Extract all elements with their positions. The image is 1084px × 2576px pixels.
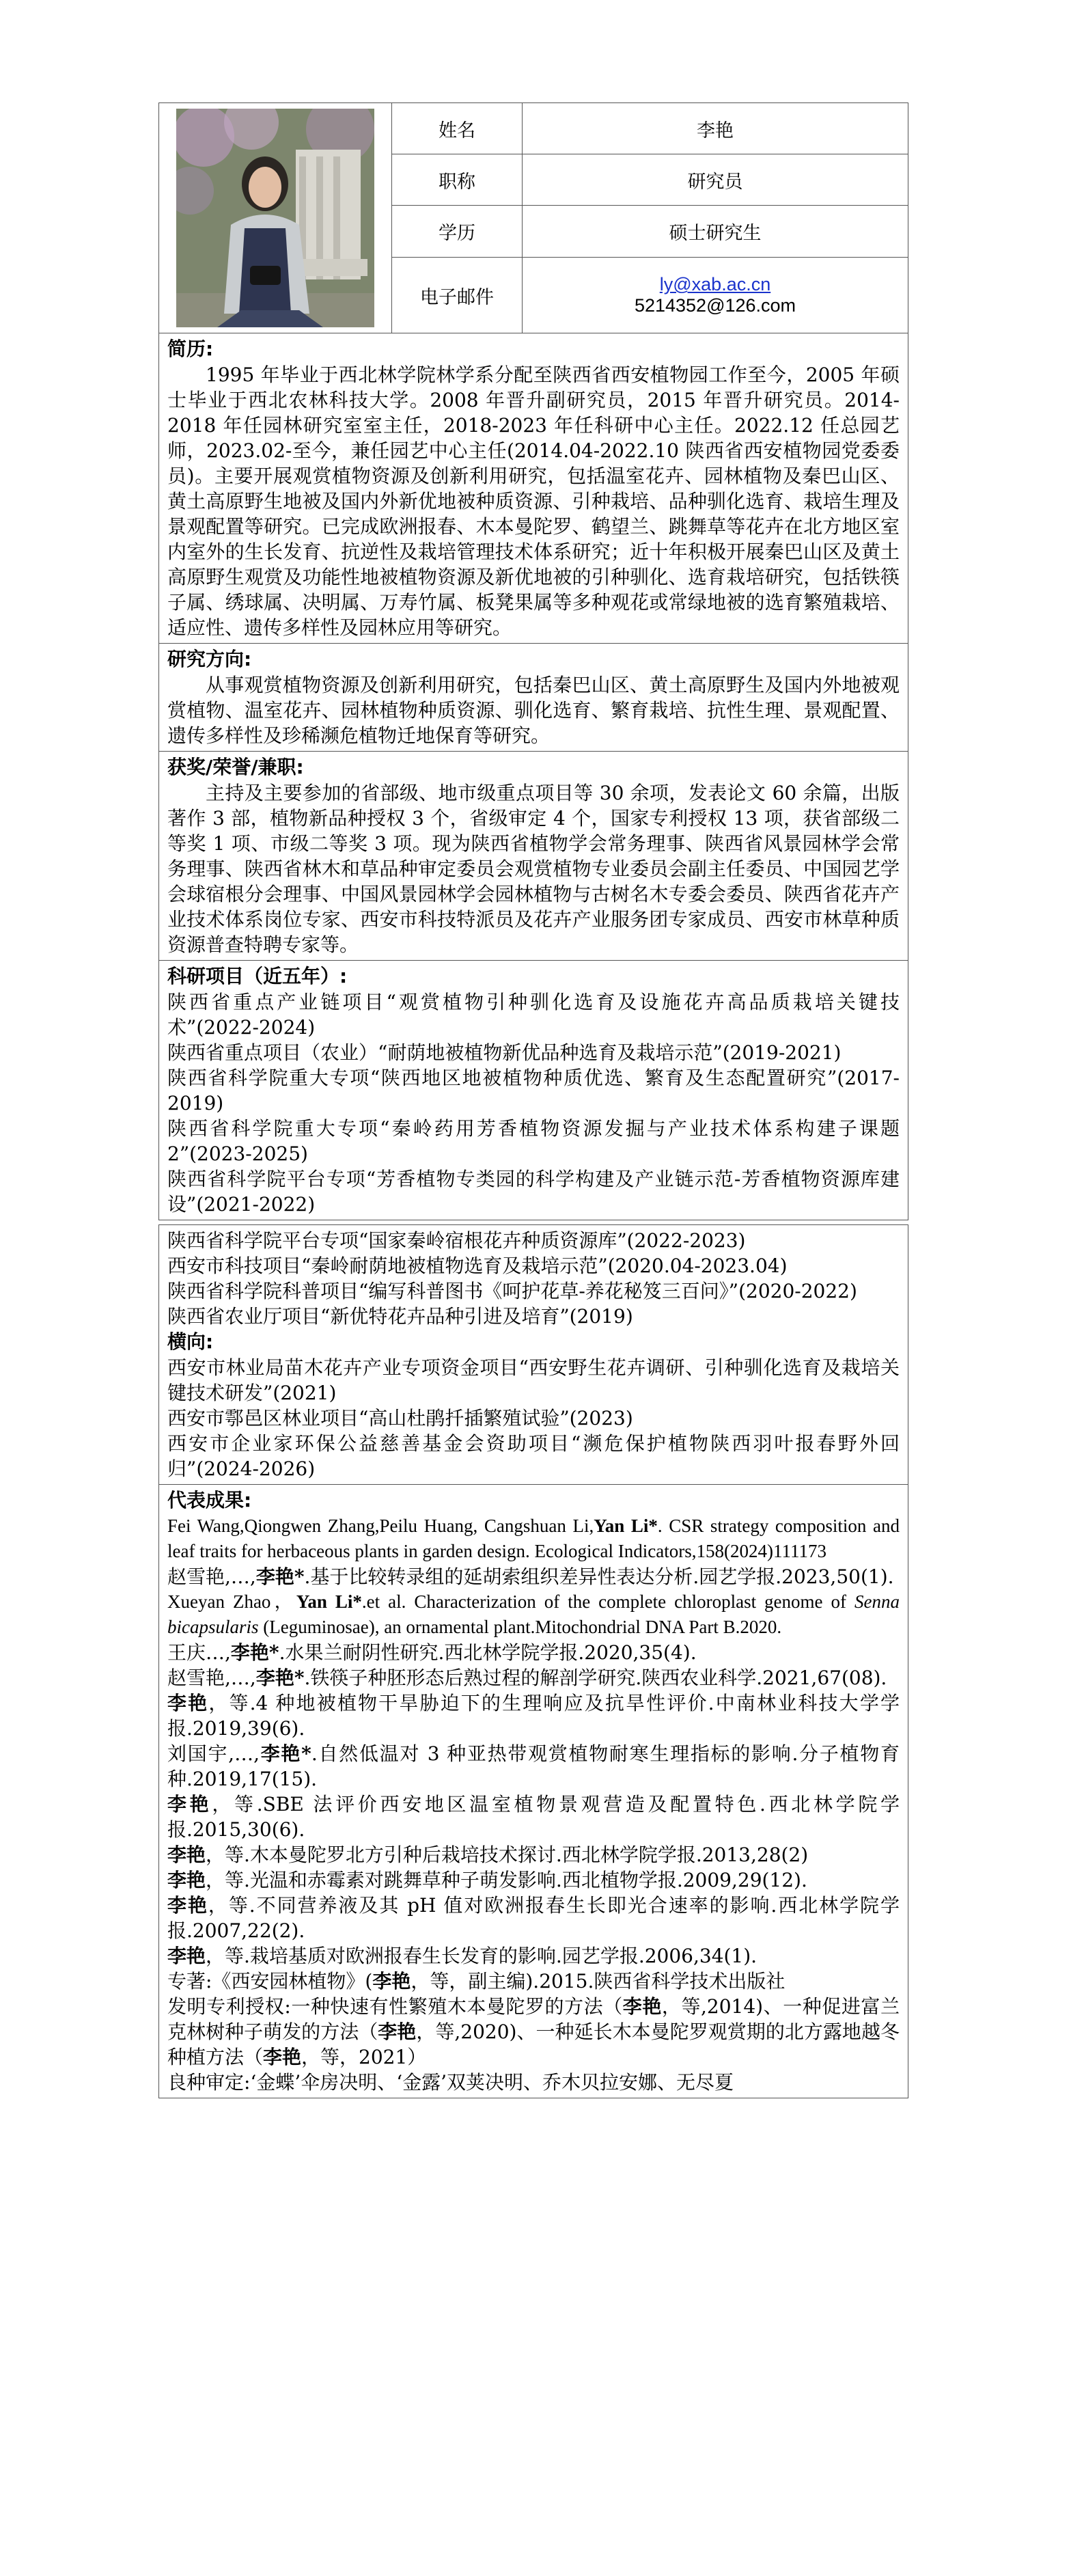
publication-item: Fei Wang,Qiongwen Zhang,Peilu Huang, Cangshuan Li,Yan Li*. CSR strategy composition and leaf traits for herbaceous plants in garden design. Ecological Indicators,158(2024)111173 [167, 1516, 900, 1561]
research-heading: 研究方向: [167, 648, 252, 670]
project-item: 西安市企业家环保公益慈善基金会资助项目“濒危保护植物陕西羽叶报春野外回归”(2024-2026) [167, 1432, 900, 1480]
portrait-photo [176, 109, 374, 327]
projects-heading: 科研项目（近五年）: [167, 965, 348, 987]
achievements-section [158, 1485, 908, 2098]
project-item: 陕西省科学院平台专项“芳香植物专类园的科学构建及产业链示范-芳香植物资源库建设”(2021-2022) [167, 1168, 900, 1216]
project-item: 陕西省重点项目（农业）“耐荫地被植物新优品种选育及栽培示范”(2019-2021) [167, 1041, 842, 1064]
email-link[interactable]: ly@xab.ac.cn [659, 274, 771, 295]
profile-table [158, 102, 908, 333]
portrait-illustration [176, 109, 374, 327]
publication-item: 李艳，等.SBE 法评价西安地区温室植物景观营造及配置特色.西北林学院学报.2015,30(6). [167, 1793, 900, 1841]
monograph-item: 专著:《西安园林植物》(李艳，等，副主编).2015.陕西省科学技术出版社 [167, 1970, 786, 1992]
awards-text: 主持及主要参加的省部级、地市级重点项目等 30 余项，发表论文 60 余篇，出版著作 3 部，植物新品种授权 3 个，省级审定 4 个，国家专利授权 13 项，获省部级二等奖 1 项、市级二等奖 3 项。现为陕西省植物学会常务理事、陕西省风景园林学会常务理事、陕西省林木和草品种审定委员会观赏植物专业委员会副主任委员、中国园艺学会球宿根分会理事、中国风景园林学会园林植物与古树名木专委会委员、陕西省花卉产业技术体系岗位专家、西安市科技特派员及花卉产业服务团专家成员、西安市林草种质资源普查特聘专家等。 [167, 782, 900, 956]
project-item: 陕西省农业厅项目“新优特花卉品种引进及培育”(2019) [167, 1305, 633, 1328]
variety-approval-item: 良种审定:‘金蝶’伞房决明、‘金露’双荚决明、乔木贝拉安娜、无尽夏 [167, 2071, 734, 2094]
project-item: 西安市鄠邑区林业项目“高山杜鹃扦插繁殖试验”(2023) [167, 1407, 633, 1429]
title-label: 职称 [392, 154, 523, 205]
project-item: 陕西省重点产业链项目“观赏植物引种驯化选育及设施花卉高品质栽培关键技术”(2022-2024) [167, 991, 900, 1039]
patent-item: 发明专利授权:一种快速有性繁殖木本曼陀罗的方法（李艳，等,2014)、一种促进富兰克林树种子萌发的方法（李艳，等,2020)、一种延长木本曼陀罗观赏期的北方露地越冬种植方法（李艳，等，2021） [167, 1995, 900, 2068]
education-value: 硕士研究生 [523, 205, 908, 257]
publication-item: 赵雪艳,…,李艳*.铁筷子种胚形态后熟过程的解剖学研究.陕西农业科学.2021,67(08). [167, 1667, 887, 1689]
projects-section [158, 961, 908, 1220]
publication-item: 王庆…,李艳*.水果兰耐阴性研究.西北林学院学报.2020,35(4). [167, 1641, 697, 1664]
photo-cell [159, 103, 392, 333]
horizontal-projects-heading: 横向: [167, 1330, 214, 1353]
research-text: 从事观赏植物资源及创新利用研究，包括秦巴山区、黄土高原野生及国内外地被观赏植物、温室花卉、园林植物种质资源、驯化选育、繁育栽培、抗性生理、景观配置、遗传多样性及珍稀濒危植物迁地保育等研究。 [167, 674, 900, 747]
resume-section [158, 333, 908, 644]
resume-sheet [158, 102, 908, 2098]
resume-heading: 简历: [167, 338, 214, 360]
achievements-heading: 代表成果: [167, 1489, 252, 1511]
publication-item: Xueyan Zhao，Yan Li*.et al. Characterization of the complete chloroplast genome of Senna bicapsularis (Leguminosae), an ornamental plant.Mitochondrial DNA Part B.2020. [167, 1591, 900, 1637]
publication-item: 刘国宇,…,李艳*.自然低温对 3 种亚热带观赏植物耐寒生理指标的影响.分子植物育种.2019,17(15). [167, 1742, 900, 1790]
project-item: 西安市林业局苗木花卉产业专项资金项目“西安野生花卉调研、引种驯化选育及栽培关键技术研发”(2021) [167, 1356, 900, 1404]
email-cell [523, 258, 908, 333]
email-secondary: 5214352@126.com [634, 295, 796, 316]
publication-item: 赵雪艳,…,李艳*.基于比较转录组的延胡索组织差异性表达分析.园艺学报.2023,50(1). [167, 1565, 894, 1588]
email-label: 电子邮件 [392, 258, 523, 333]
title-value: 研究员 [523, 154, 908, 205]
name-value: 李艳 [523, 103, 908, 154]
resume-text: 1995 年毕业于西北林学院林学系分配至陕西省西安植物园工作至今，2005 年硕士毕业于西北农林科技大学。2008 年晋升副研究员，2015 年晋升研究员。2014-2018 年任园林研究室室主任，2018-2023 年任科研中心主任。2022.12 任总园艺师，2023.02-至今，兼任园艺中心主任(2014.04-2022.10 陕西省西安植物园党委委员)。主要开展观赏植物资源及创新利用研究，包括温室花卉、园林植物及秦巴山区、黄土高原野生地被及国内外新优地被种质资源、引种栽培、品种驯化选育、栽培生理及景观配置等研究。已完成欧洲报春、木本曼陀罗、鹤望兰、跳舞草等花卉在北方地区室内室外的生长发育、抗逆性及栽培管理技术体系研究；近十年积极开展秦巴山区及黄土高原野生观赏及功能性地被植物资源及新优地被的引种驯化、选育栽培研究，包括铁筷子属、绣球属、决明属、万寿竹属、板凳果属等多种观花或常绿地被的选育繁殖栽培、适应性、遗传多样性及园林应用等研究。 [167, 364, 900, 639]
education-label: 学历 [392, 205, 523, 257]
name-label: 姓名 [392, 103, 523, 154]
publication-item: 李艳，等.不同营养液及其 pH 值对欧洲报春生长即光合速率的影响.西北林学院学报.2007,22(2). [167, 1894, 900, 1942]
project-item: 西安市科技项目“秦岭耐荫地被植物选育及栽培示范”(2020.04-2023.04) [167, 1255, 788, 1277]
projects-continued-section [158, 1224, 908, 1485]
publication-item: 李艳，等.4 种地被植物干旱胁迫下的生理响应及抗旱性评价.中南林业科技大学学报.2019,39(6). [167, 1692, 900, 1740]
project-item: 陕西省科学院重大专项“秦岭药用芳香植物资源发掘与产业技术体系构建子课题 2”(2023-2025) [167, 1117, 900, 1165]
project-item: 陕西省科学院平台专项“国家秦岭宿根花卉种质资源库”(2022-2023) [167, 1229, 746, 1252]
awards-heading: 获奖/荣誉/兼职: [167, 756, 304, 778]
publication-item: 李艳，等.光温和赤霉素对跳舞草种子萌发影响.西北植物学报.2009,29(12). [167, 1869, 807, 1891]
publication-item: 李艳，等.木本曼陀罗北方引种后栽培技术探讨.西北林学院学报.2013,28(2) [167, 1844, 809, 1866]
publication-item: 李艳，等.栽培基质对欧洲报春生长发育的影响.园艺学报.2006,34(1). [167, 1945, 758, 1967]
project-item: 陕西省科学院重大专项“陕西地区地被植物种质优选、繁育及生态配置研究”(2017-2019) [167, 1067, 900, 1114]
awards-section [158, 752, 908, 961]
research-section [158, 644, 908, 752]
project-item: 陕西省科学院科普项目“编写科普图书《呵护花草-养花秘笈三百问》”(2020-2022) [167, 1280, 857, 1302]
